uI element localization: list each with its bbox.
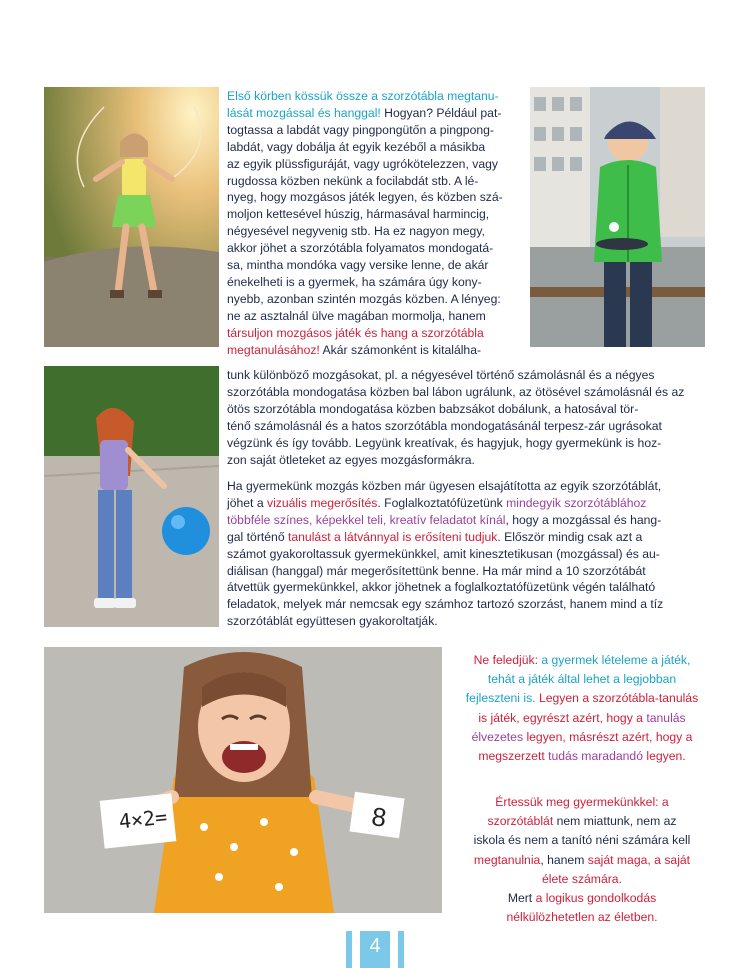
line: iskola és nem a tanító néni számára kell bbox=[473, 833, 691, 848]
line: énekelheti is a gyermek, ha számára úgy kony- bbox=[227, 274, 482, 289]
line: társuljon mozgásos játék és hang a szorzótábla bbox=[227, 325, 484, 340]
line: zon saját ötleteket az egyes mozgásformákra. bbox=[227, 452, 475, 467]
line: az egyik plüssfiguráját, vagy ugrókötelezzen, vagy bbox=[227, 156, 498, 171]
photo-laughing-girl bbox=[44, 647, 442, 913]
line: Ha gyermekünk mozgás közben már ügyesen elsajátította az egyik szorzótáblát, bbox=[227, 479, 662, 493]
line: megtanulásához! Akár számonként is kitalálha- bbox=[227, 342, 482, 357]
line: szorzótáblát nem miattunk, nem az bbox=[487, 814, 677, 829]
note-play bbox=[452, 651, 712, 766]
line: diálisan (hanggal) már megerősítettünk benne. Ha már mind a 10 szorzótábát bbox=[227, 563, 646, 578]
line: ténő számolásnál és a hatos szorzótábla mondogatásánál terpesz-zár ugrásokat bbox=[227, 418, 662, 433]
photo-boy-pingpong bbox=[530, 87, 705, 347]
photo-girl-ball bbox=[44, 366, 219, 627]
visual-paragraph bbox=[227, 478, 705, 630]
line: élete számára. bbox=[542, 871, 622, 886]
line: moljon kettesével húszig, hármasával harmincig, bbox=[227, 207, 490, 222]
line: élvezetes legyen, másrészt azért, hogy a bbox=[471, 729, 693, 744]
line: Ne feledjük: a gyermek lételeme a játék, bbox=[473, 653, 691, 667]
line: lását mozgással és hanggal! Hogyan? Például pat- bbox=[227, 105, 502, 120]
line: Mert a logikus gondolkodás bbox=[507, 891, 657, 906]
line: tehát a játék által lehet a legjobban bbox=[487, 672, 677, 687]
line: Értessük meg gyermekünkkel: a bbox=[495, 795, 669, 809]
line: átvettük gyermekünkkel, akkor jöhetnek a foglalkoztatófüzetünk végén található bbox=[227, 580, 656, 595]
line: többféle színes, képekkel teli, kreatív feladatot kínál, hogy a mozgással és hang- bbox=[227, 512, 662, 527]
line: is játék, egyrészt azért, hogy a tanulás bbox=[478, 710, 686, 725]
card-left-text: 4×2= bbox=[117, 804, 169, 834]
line: nélkülözhetetlen az életben. bbox=[506, 910, 658, 925]
line: megtanulnia, hanem saját maga, a saját bbox=[473, 852, 691, 867]
line: négyesével negyvenig stb. Ha ez nagyon megy, bbox=[227, 224, 485, 239]
line: rugdossa közben nekünk a focilabdát stb. A lé- bbox=[227, 173, 479, 188]
line: tunk különböző mozgásokat, pl. a négyesével történő számolásnál és a négyes bbox=[227, 368, 655, 382]
line: sa, mintha mondóka vagy versike lenne, de akár bbox=[227, 258, 489, 273]
note-understand bbox=[452, 793, 712, 927]
line: szorzótábla mondogatása közben bal lábon ugrálunk, az ötösével számolásnál és az bbox=[227, 384, 685, 399]
line: jöhet a vizuális megerősítés. Foglalkoztatófüzetünk mindegyik szorzótáblához bbox=[227, 495, 647, 510]
line: szorzótáblát együttesen gyakoroltatják. bbox=[227, 614, 438, 629]
line: nyebb, azonban szintén mozgás közben. A lényeg: bbox=[227, 291, 501, 306]
line: fejleszteni is. Legyen a szorzótábla-tanulás bbox=[465, 691, 699, 706]
line: megszerzett tudás maradandó legyen. bbox=[478, 749, 686, 764]
line: togtassa a labdát vagy pingpongütőn a pingpong- bbox=[227, 122, 494, 137]
page-number-tab bbox=[346, 931, 404, 968]
line: gal történő tanulást a látvánnyal is erősíteni tudjuk. Először mindig csak azt a bbox=[227, 529, 643, 544]
line: számot gyakoroltassuk gyermekünkkel, amit kinesztetikusan (mozgással) és au- bbox=[227, 546, 660, 561]
line: ne az asztalnál ülve magában mormolja, hanem bbox=[227, 308, 486, 323]
photo-girl-jump-rope bbox=[44, 87, 219, 347]
page-number: 4 bbox=[360, 931, 390, 968]
continuation-paragraph bbox=[227, 367, 705, 468]
line: Első körben kössük össze a szorzótábla megtanu- bbox=[227, 89, 499, 103]
line: akkor jöhet a szorzótábla folyamatos mondogatá- bbox=[227, 241, 494, 256]
line: ötös szorzótábla mondogatása közben babzsákot dobálunk, a hatosával tör- bbox=[227, 401, 639, 416]
line: végzünk és így tovább. Legyünk kreatívak, és hagyjuk, hogy gyermekünk is hoz- bbox=[227, 435, 662, 450]
card-right-text: 8 bbox=[369, 801, 389, 833]
line: feladatok, melyek már nemcsak egy számhoz tartozó szorzást, hanem mind a tíz bbox=[227, 597, 664, 612]
line: nyeg, hogy mozgásos játék legyen, és közben szá- bbox=[227, 190, 503, 205]
intro-paragraph bbox=[227, 88, 523, 359]
line: labdát, vagy dobálja át egyik kezéből a másikba bbox=[227, 139, 486, 154]
